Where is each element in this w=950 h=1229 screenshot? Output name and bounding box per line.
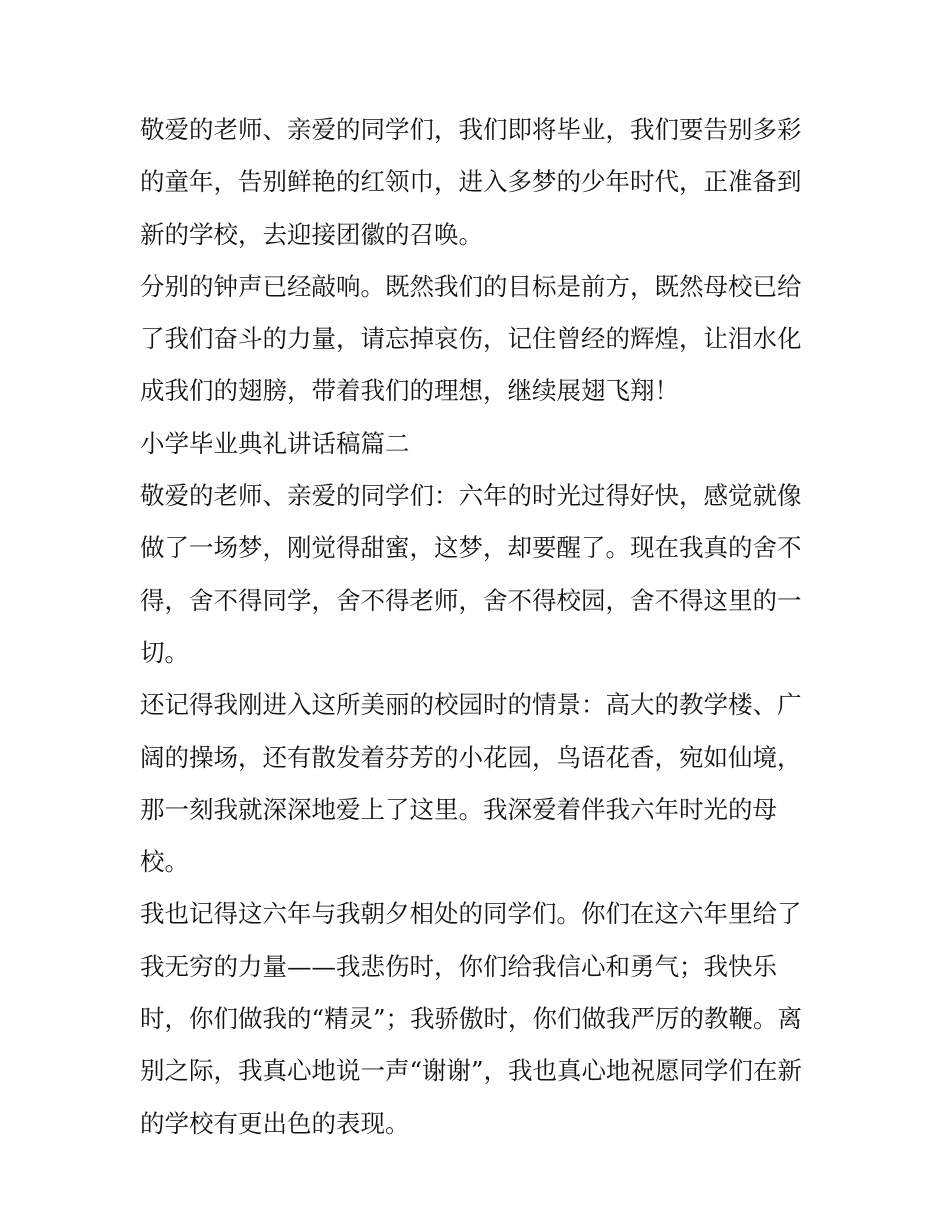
paragraph [140, 104, 820, 261]
document-body [140, 104, 820, 1150]
text-line: 新的学校，去迎接团徽的召唤。 [140, 219, 483, 249]
text-line: 做了一场梦，刚觉得甜蜜，这梦，却要醒了。现在我真的舍不 [140, 533, 802, 563]
paragraph [140, 261, 820, 418]
text-line: 了我们奋斗的力量，请忘掉哀伤，记住曾经的辉煌，让泪水化 [140, 324, 802, 354]
text-line: 成我们的翅膀，带着我们的理想，继续展翅飞翔！ [140, 376, 679, 406]
text-line: 阔的操场，还有散发着芬芳的小花园，鸟语花香，宛如仙境， [140, 742, 802, 772]
text-line: 还记得我刚进入这所美丽的校园时的情景：高大的教学楼、广 [140, 690, 802, 720]
text-line: 切。 [140, 637, 189, 667]
text-line: 我也记得这六年与我朝夕相处的同学们。你们在这六年里给了 [140, 899, 802, 929]
text-line: 那一刻我就深深地爱上了这里。我深爱着伴我六年时光的母 [140, 794, 777, 824]
heading-line: 小学毕业典礼讲话稿篇二 [140, 428, 410, 458]
section-heading [140, 418, 820, 470]
text-line: 敬爱的老师、亲爱的同学们：六年的时光过得好快，感觉就像 [140, 481, 802, 511]
text-line: 的童年，告别鲜艳的红领巾，进入多梦的少年时代，正准备到 [140, 167, 802, 197]
text-line: 敬爱的老师、亲爱的同学们，我们即将毕业，我们要告别多彩 [140, 115, 802, 144]
paragraph [140, 470, 820, 679]
text-line: 时，你们做我的“精灵”；我骄傲时，你们做我严厉的教鞭。离 [140, 1004, 803, 1034]
text-line: 校。 [140, 847, 189, 877]
text-line: 我无穷的力量——我悲伤时，你们给我信心和勇气；我快乐 [140, 951, 777, 981]
text-line: 分别的钟声已经敲响。既然我们的目标是前方，既然母校已给 [140, 271, 802, 301]
text-line: 别之际，我真心地说一声“谢谢”，我也真心地祝愿同学们在新 [140, 1056, 803, 1086]
paragraph [140, 679, 820, 888]
paragraph [140, 888, 820, 1149]
text-line: 的学校有更出色的表现。 [140, 1108, 410, 1138]
text-line: 得，舍不得同学，舍不得老师，舍不得校园，舍不得这里的一 [140, 585, 802, 615]
